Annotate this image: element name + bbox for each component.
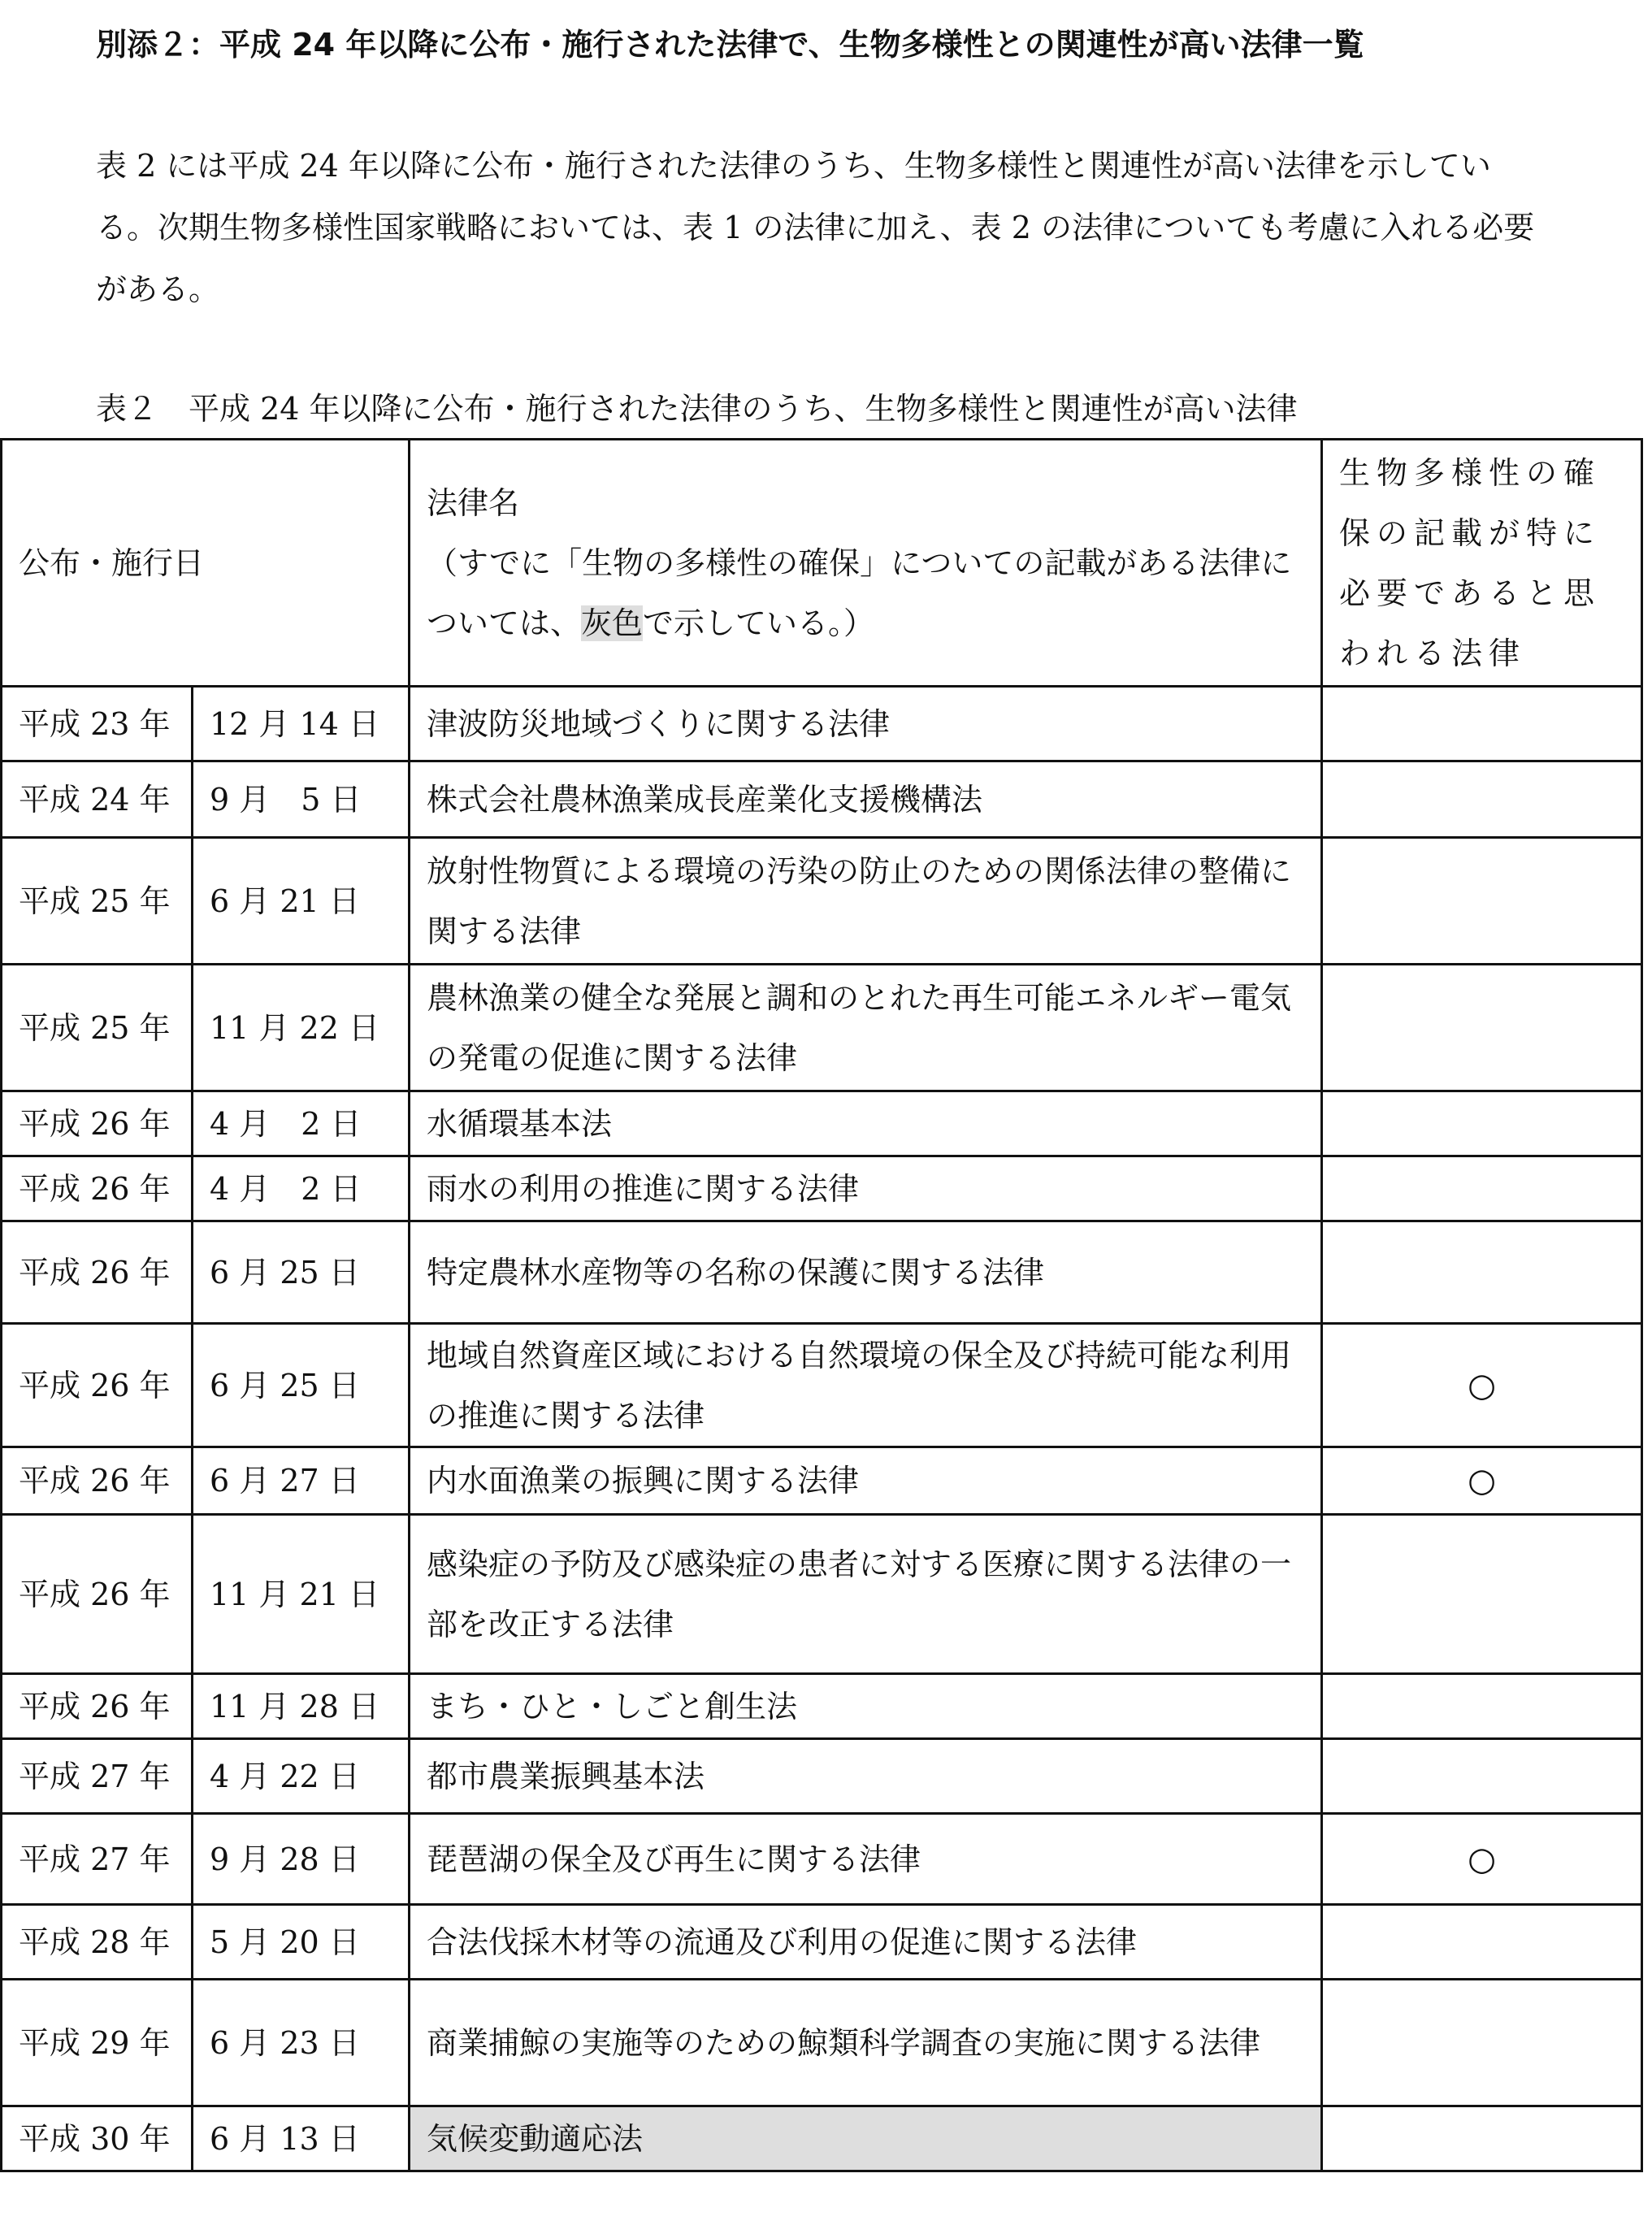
circle-mark: ○ (1468, 1840, 1496, 1878)
table-row (2, 2106, 1642, 2171)
row-required-mark (1322, 1905, 1642, 1980)
row-year: 平成 25 年 (2, 838, 193, 965)
row-required-mark (1322, 1739, 1642, 1814)
row-year: 平成 26 年 (2, 1221, 193, 1324)
row-year: 平成 28 年 (2, 1905, 193, 1980)
row-law-name: 内水面漁業の振興に関する法律 (410, 1447, 1322, 1515)
row-law-name: 合法伐採木材等の流通及び利用の促進に関する法律 (410, 1905, 1322, 1980)
row-law-name: 株式会社農林漁業成長産業化支援機構法 (410, 761, 1322, 838)
table-row (2, 838, 1642, 965)
row-year: 平成 27 年 (2, 1739, 193, 1814)
table-row (2, 965, 1642, 1091)
table-row (2, 1739, 1642, 1814)
row-required-mark (1322, 838, 1642, 965)
row-law-name: 商業捕鯨の実施等のための鯨類科学調査の実施に関する法律 (410, 1980, 1322, 2106)
row-required-mark (1322, 1674, 1642, 1739)
document-heading: 別添２：平成 24 年以降に公布・施行された法律で、生物多様性との関連性が高い法律一覧 (96, 27, 1364, 63)
header-required: 生物多様性の確保の記載が特に必要であると思われる法律 (1322, 440, 1642, 687)
row-date: 6 月 21 日 (193, 838, 410, 965)
table-row (2, 1515, 1642, 1674)
row-law-name: 気候変動適応法 (410, 2106, 1322, 2171)
table-row (2, 1980, 1642, 2106)
row-year: 平成 30 年 (2, 2106, 193, 2171)
laws-table (0, 438, 1643, 2172)
row-year: 平成 23 年 (2, 687, 193, 761)
row-date: 6 月 25 日 (193, 1221, 410, 1324)
header-law-name-title: 法律名 (427, 484, 520, 521)
row-law-name: まち・ひと・しごと創生法 (410, 1674, 1322, 1739)
row-law-name: 都市農業振興基本法 (410, 1739, 1322, 1814)
row-year: 平成 26 年 (2, 1515, 193, 1674)
row-law-name: 特定農林水産物等の名称の保護に関する法律 (410, 1221, 1322, 1324)
row-year: 平成 24 年 (2, 761, 193, 838)
row-year: 平成 26 年 (2, 1156, 193, 1221)
row-date: 11 月 28 日 (193, 1674, 410, 1739)
row-required-mark (1322, 1814, 1642, 1905)
row-required-mark (1322, 1091, 1642, 1156)
intro-paragraph: 表 2 には平成 24 年以降に公布・施行された法律のうち、生物多様性と関連性が高い法律を示している。次期生物多様性国家戦略においては、表 1 の法律に加え、表 2 の法律についても考慮に入れる必要がある。 (96, 148, 1535, 307)
table-caption: 表２ 平成 24 年以降に公布・施行された法律のうち、生物多様性と関連性が高い法律 (96, 391, 1298, 427)
row-date: 6 月 25 日 (193, 1324, 410, 1447)
row-law-name: 琵琶湖の保全及び再生に関する法律 (410, 1814, 1322, 1905)
table-row (2, 1091, 1642, 1156)
circle-mark: ○ (1468, 1462, 1496, 1499)
row-year: 平成 26 年 (2, 1091, 193, 1156)
row-required-mark (1322, 1447, 1642, 1515)
row-law-name: 感染症の予防及び感染症の患者に対する医療に関する法律の一部を改正する法律 (410, 1515, 1322, 1674)
row-date: 9 月 28 日 (193, 1814, 410, 1905)
row-year: 平成 26 年 (2, 1674, 193, 1739)
row-required-mark (1322, 1515, 1642, 1674)
table-row (2, 761, 1642, 838)
note-highlight-gray: 灰色 (581, 605, 644, 641)
row-required-mark (1322, 1221, 1642, 1324)
row-year: 平成 25 年 (2, 965, 193, 1091)
row-required-mark (1322, 687, 1642, 761)
table-rows (2, 687, 1642, 2171)
row-law-name: 地域自然資産区域における自然環境の保全及び持続可能な利用の推進に関する法律 (410, 1324, 1322, 1447)
table-row (2, 1221, 1642, 1324)
row-law-name: 放射性物質による環境の汚染の防止のための関係法律の整備に関する法律 (410, 838, 1322, 965)
table-row (2, 1447, 1642, 1515)
row-date: 4 月 2 日 (193, 1156, 410, 1221)
row-date: 11 月 22 日 (193, 965, 410, 1091)
table-row (2, 1674, 1642, 1739)
row-required-mark (1322, 1156, 1642, 1221)
row-year: 平成 27 年 (2, 1814, 193, 1905)
row-date: 4 月 22 日 (193, 1739, 410, 1814)
note-after: で示している。） (643, 605, 875, 641)
row-law-name: 雨水の利用の推進に関する法律 (410, 1156, 1322, 1221)
row-law-name: 水循環基本法 (410, 1091, 1322, 1156)
row-year: 平成 26 年 (2, 1324, 193, 1447)
circle-mark: ○ (1468, 1366, 1496, 1404)
row-date: 5 月 20 日 (193, 1905, 410, 1980)
header-law-name-note (427, 533, 1304, 653)
table-row (2, 1814, 1642, 1905)
header-law-name (410, 440, 1322, 687)
row-required-mark (1322, 1980, 1642, 2106)
table-row (2, 1905, 1642, 1980)
row-year: 平成 26 年 (2, 1447, 193, 1515)
row-law-name: 津波防災地域づくりに関する法律 (410, 687, 1322, 761)
row-date: 11 月 21 日 (193, 1515, 410, 1674)
row-date: 6 月 23 日 (193, 1980, 410, 2106)
row-date: 9 月 5 日 (193, 761, 410, 838)
note-before: （すでに「生物の多様性の確保」についての記載がある法律については、 (427, 544, 1292, 641)
row-law-name: 農林漁業の健全な発展と調和のとれた再生可能エネルギー電気の発電の促進に関する法律 (410, 965, 1322, 1091)
table-row (2, 1156, 1642, 1221)
row-date: 4 月 2 日 (193, 1091, 410, 1156)
row-date: 6 月 27 日 (193, 1447, 410, 1515)
table-row (2, 1324, 1642, 1447)
row-required-mark (1322, 2106, 1642, 2171)
row-required-mark (1322, 1324, 1642, 1447)
table-row (2, 687, 1642, 761)
row-date: 12 月 14 日 (193, 687, 410, 761)
row-date: 6 月 13 日 (193, 2106, 410, 2171)
row-required-mark (1322, 965, 1642, 1091)
table-header-row (2, 440, 1642, 687)
header-date: 公布・施行日 (2, 440, 410, 687)
row-year: 平成 29 年 (2, 1980, 193, 2106)
row-required-mark (1322, 761, 1642, 838)
